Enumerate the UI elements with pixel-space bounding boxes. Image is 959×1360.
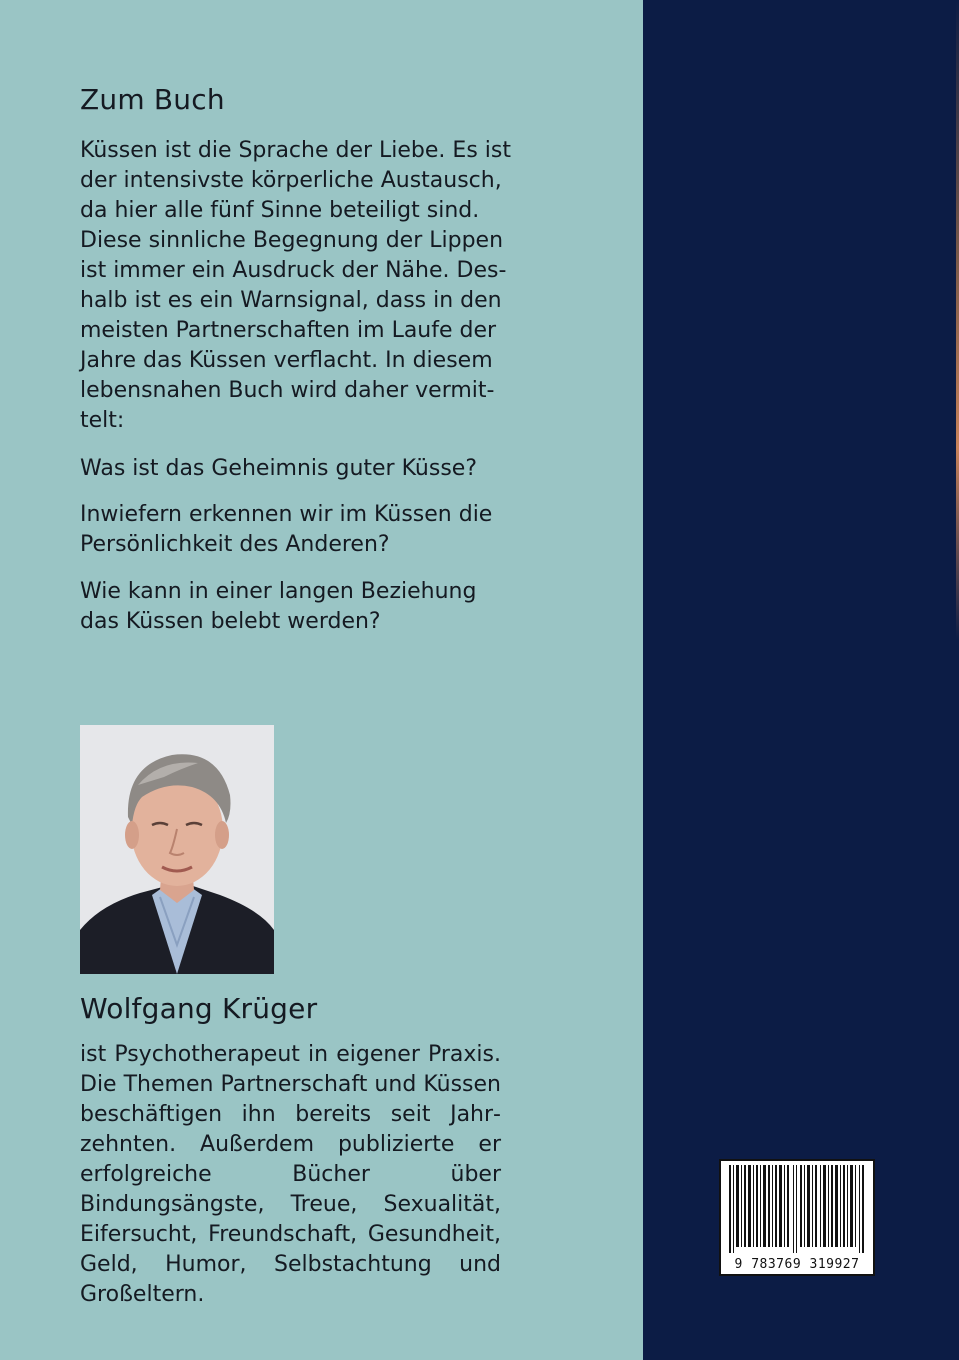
- question-2: Inwiefern erkennen wir im Küssen die Persönlichkeit des Anderen?: [80, 502, 493, 557]
- author-name: Wolfgang Krüger: [80, 992, 318, 1025]
- book-description: Küssen ist die Sprache der Liebe. Es ist der intensivste körperliche Austausch, da hier alle fünf Sinne beteiligt sind. Diese sinnliche Begegnung der Lippen ist immer ein Ausdruck der Nähe. Des- halb ist es ein Warnsignal, dass in den meisten Partnerschaften im Laufe der Jahre das Küssen verflacht. In diesem lebensnahen Buch wird daher vermit- telt:: [80, 138, 511, 433]
- question-1: Was ist das Geheimnis guter Küsse?: [80, 456, 478, 481]
- question-3: Wie kann in einer langen Beziehung das Küssen belebt werden?: [80, 579, 477, 634]
- isbn-barcode: [719, 1159, 875, 1276]
- author-photo: [80, 725, 274, 974]
- isbn-number: 9 783769 319927: [734, 1257, 860, 1272]
- spine-panel: [643, 0, 959, 1360]
- book-heading: Zum Buch: [80, 83, 225, 116]
- author-bio: ist Psychotherapeut in eigener Praxis. Die Themen Partnerschaft und Küssen beschäftigen ihn bereits seit Jahrzehnten. Außerdem publizierte er erfolgreiche Bücher über Bindungsängste, Treue, Sexualität, Eifersucht, Freundschaft, Gesundheit, Geld, Humor, Selbstachtung und Großeltern.: [80, 1042, 501, 1307]
- barcode-bars-icon: [721, 1161, 873, 1253]
